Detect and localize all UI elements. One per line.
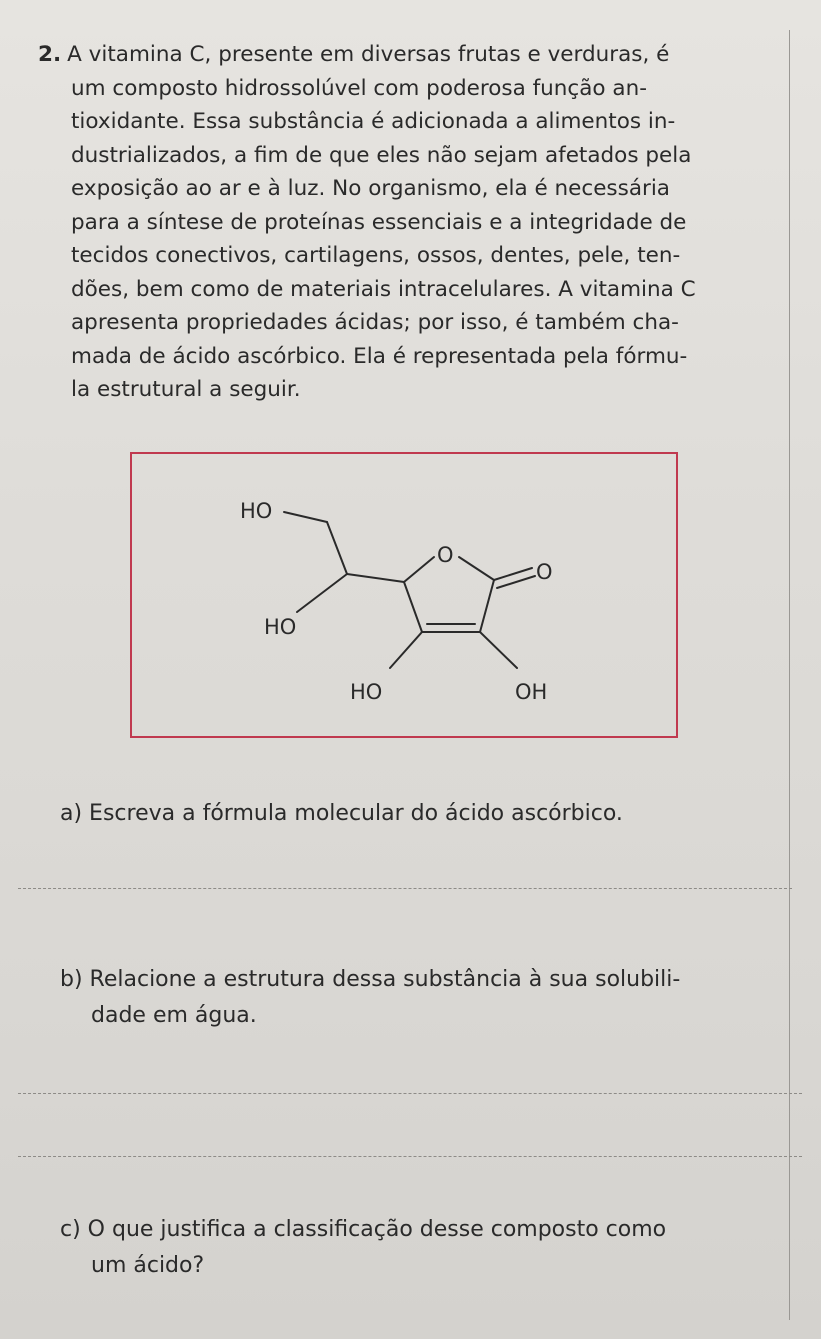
- bond-ch2-choh: [327, 522, 347, 574]
- label-ho-bottom: HO: [350, 680, 383, 704]
- bond-ring-c1-c2: [480, 580, 494, 632]
- question-line: apresenta propriedades ácidas; por isso, é também cha-: [71, 310, 679, 335]
- question-line: A vitamina C, presente em diversas frutas e verduras, é: [67, 42, 670, 67]
- bond-ring-c3-c4: [404, 582, 422, 632]
- question-line: tecidos conectivos, cartilagens, ossos, dentes, pele, ten-: [71, 243, 681, 268]
- question-line: dustrializados, a fim de que eles não sejam afetados pela: [71, 142, 692, 168]
- item-b-line: b) Relacione a estrutura dessa substância à sua solubili-: [60, 967, 681, 992]
- label-oh-bottom: OH: [515, 680, 548, 704]
- ascorbic-acid-structure-figure: [130, 452, 678, 738]
- bond-choh-ring: [347, 574, 404, 582]
- question-line: para a síntese de proteínas essenciais e a integridade de: [71, 209, 687, 235]
- label-carbonyl-oxygen: O: [536, 560, 553, 584]
- question-line: um composto hidrossolúvel com poderosa função an-: [71, 75, 647, 101]
- item-a-text: [60, 796, 623, 832]
- question-line: mada de ácido ascórbico. Ela é representada pela fórmu-: [71, 343, 688, 369]
- item-b-text: [60, 962, 680, 1034]
- answer-line-a[interactable]: [18, 888, 792, 889]
- question-2-text: [38, 38, 778, 407]
- bond-ho-ch2: [284, 512, 327, 522]
- question-line: dões, bem como de materiais intracelulares. A vitamina C: [71, 276, 696, 302]
- label-ho-top: HO: [240, 499, 273, 523]
- answer-line-b2[interactable]: [18, 1156, 802, 1157]
- question-line: la estrutural a seguir.: [71, 377, 301, 402]
- item-c-text: [60, 1212, 666, 1284]
- bond-choh-ho: [297, 574, 347, 612]
- bond-c2-oh: [480, 632, 517, 668]
- item-a-line: a) Escreva a fórmula molecular do ácido ascórbico.: [60, 801, 623, 826]
- bond-ring-o-c1: [459, 557, 494, 580]
- label-ring-oxygen: O: [437, 543, 454, 567]
- question-number: 2.: [38, 42, 62, 67]
- label-ho-middle: HO: [264, 615, 297, 639]
- question-line: exposição ao ar e à luz. No organismo, ela é necessária: [71, 176, 670, 201]
- bond-c3-oh: [390, 632, 422, 668]
- page-margin-line: [789, 30, 790, 1320]
- bond-ring-c4-o: [404, 557, 434, 582]
- question-line: tioxidante. Essa substância é adicionada a alimentos in-: [71, 109, 676, 134]
- item-c-line: c) O que justifica a classificação desse composto como: [60, 1217, 667, 1242]
- item-b-line: dade em água.: [91, 1003, 257, 1028]
- item-c-line: um ácido?: [91, 1253, 205, 1278]
- structural-formula: [132, 454, 676, 736]
- answer-line-b1[interactable]: [18, 1093, 802, 1094]
